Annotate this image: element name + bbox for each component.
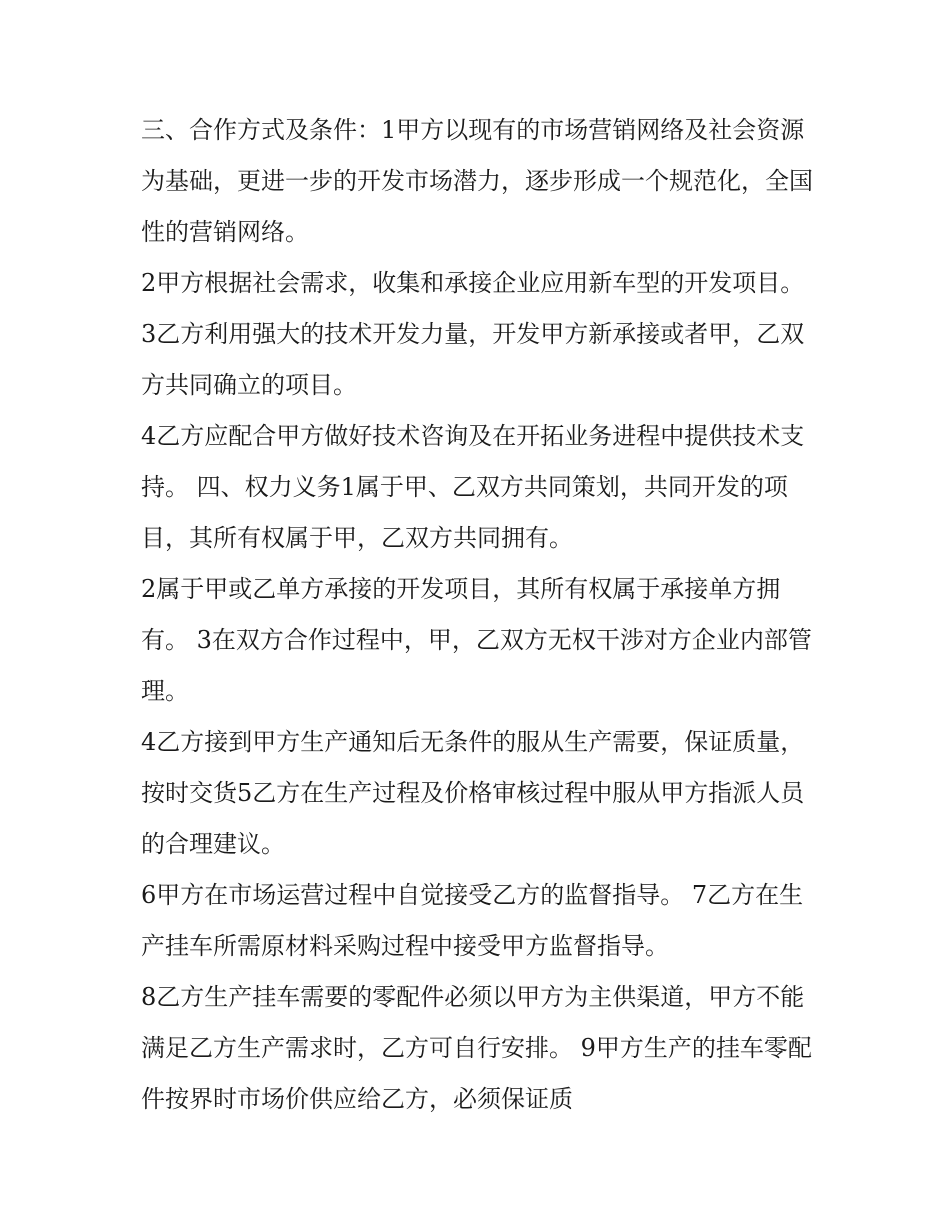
paragraph-ownership: 2属于甲或乙单方承接的开发项目，其所有权属于承接单方拥有。 3在双方合作过程中，甲，乙双方无权干涉对方企业内部管理。 <box>141 575 812 705</box>
paragraph-project-development: 2甲方根据社会需求，收集和承接企业应用新车型的开发项目。 3乙方利用强大的技术开发力量，开发甲方新承接或者甲，乙双方共同确立的项目。 <box>141 269 805 399</box>
paragraph-technical-support: 4乙方应配合甲方做好技术咨询及在开拓业务进程中提供技术支持。 四、权力义务1属于甲、乙双方共同策划，共同开发的项目，其所有权属于甲，乙双方共同拥有。 <box>141 422 805 552</box>
paragraph-cooperation-terms: 三、合作方式及条件：1甲方以现有的市场营销网络及社会资源为基础，更进一步的开发市场潜力，逐步形成一个规范化，全国性的营销网络。 <box>141 116 813 246</box>
paragraph-parts-supply: 8乙方生产挂车需要的零配件必须以甲方为主供渠道，甲方不能满足乙方生产需求时，乙方可自行安排。 9甲方生产的挂车零配件按界时市场价供应给乙方，必须保证质 <box>141 983 812 1113</box>
paragraph-production-obligations: 4乙方接到甲方生产通知后无条件的服从生产需要，保证质量，按时交货5乙方在生产过程及价格审核过程中服从甲方指派人员的合理建议。 <box>141 728 805 858</box>
document-body <box>141 105 821 1125</box>
paragraph-supervision: 6甲方在市场运营过程中自觉接受乙方的监督指导。 7乙方在生产挂车所需原材料采购过程中接受甲方监督指导。 <box>141 881 804 960</box>
